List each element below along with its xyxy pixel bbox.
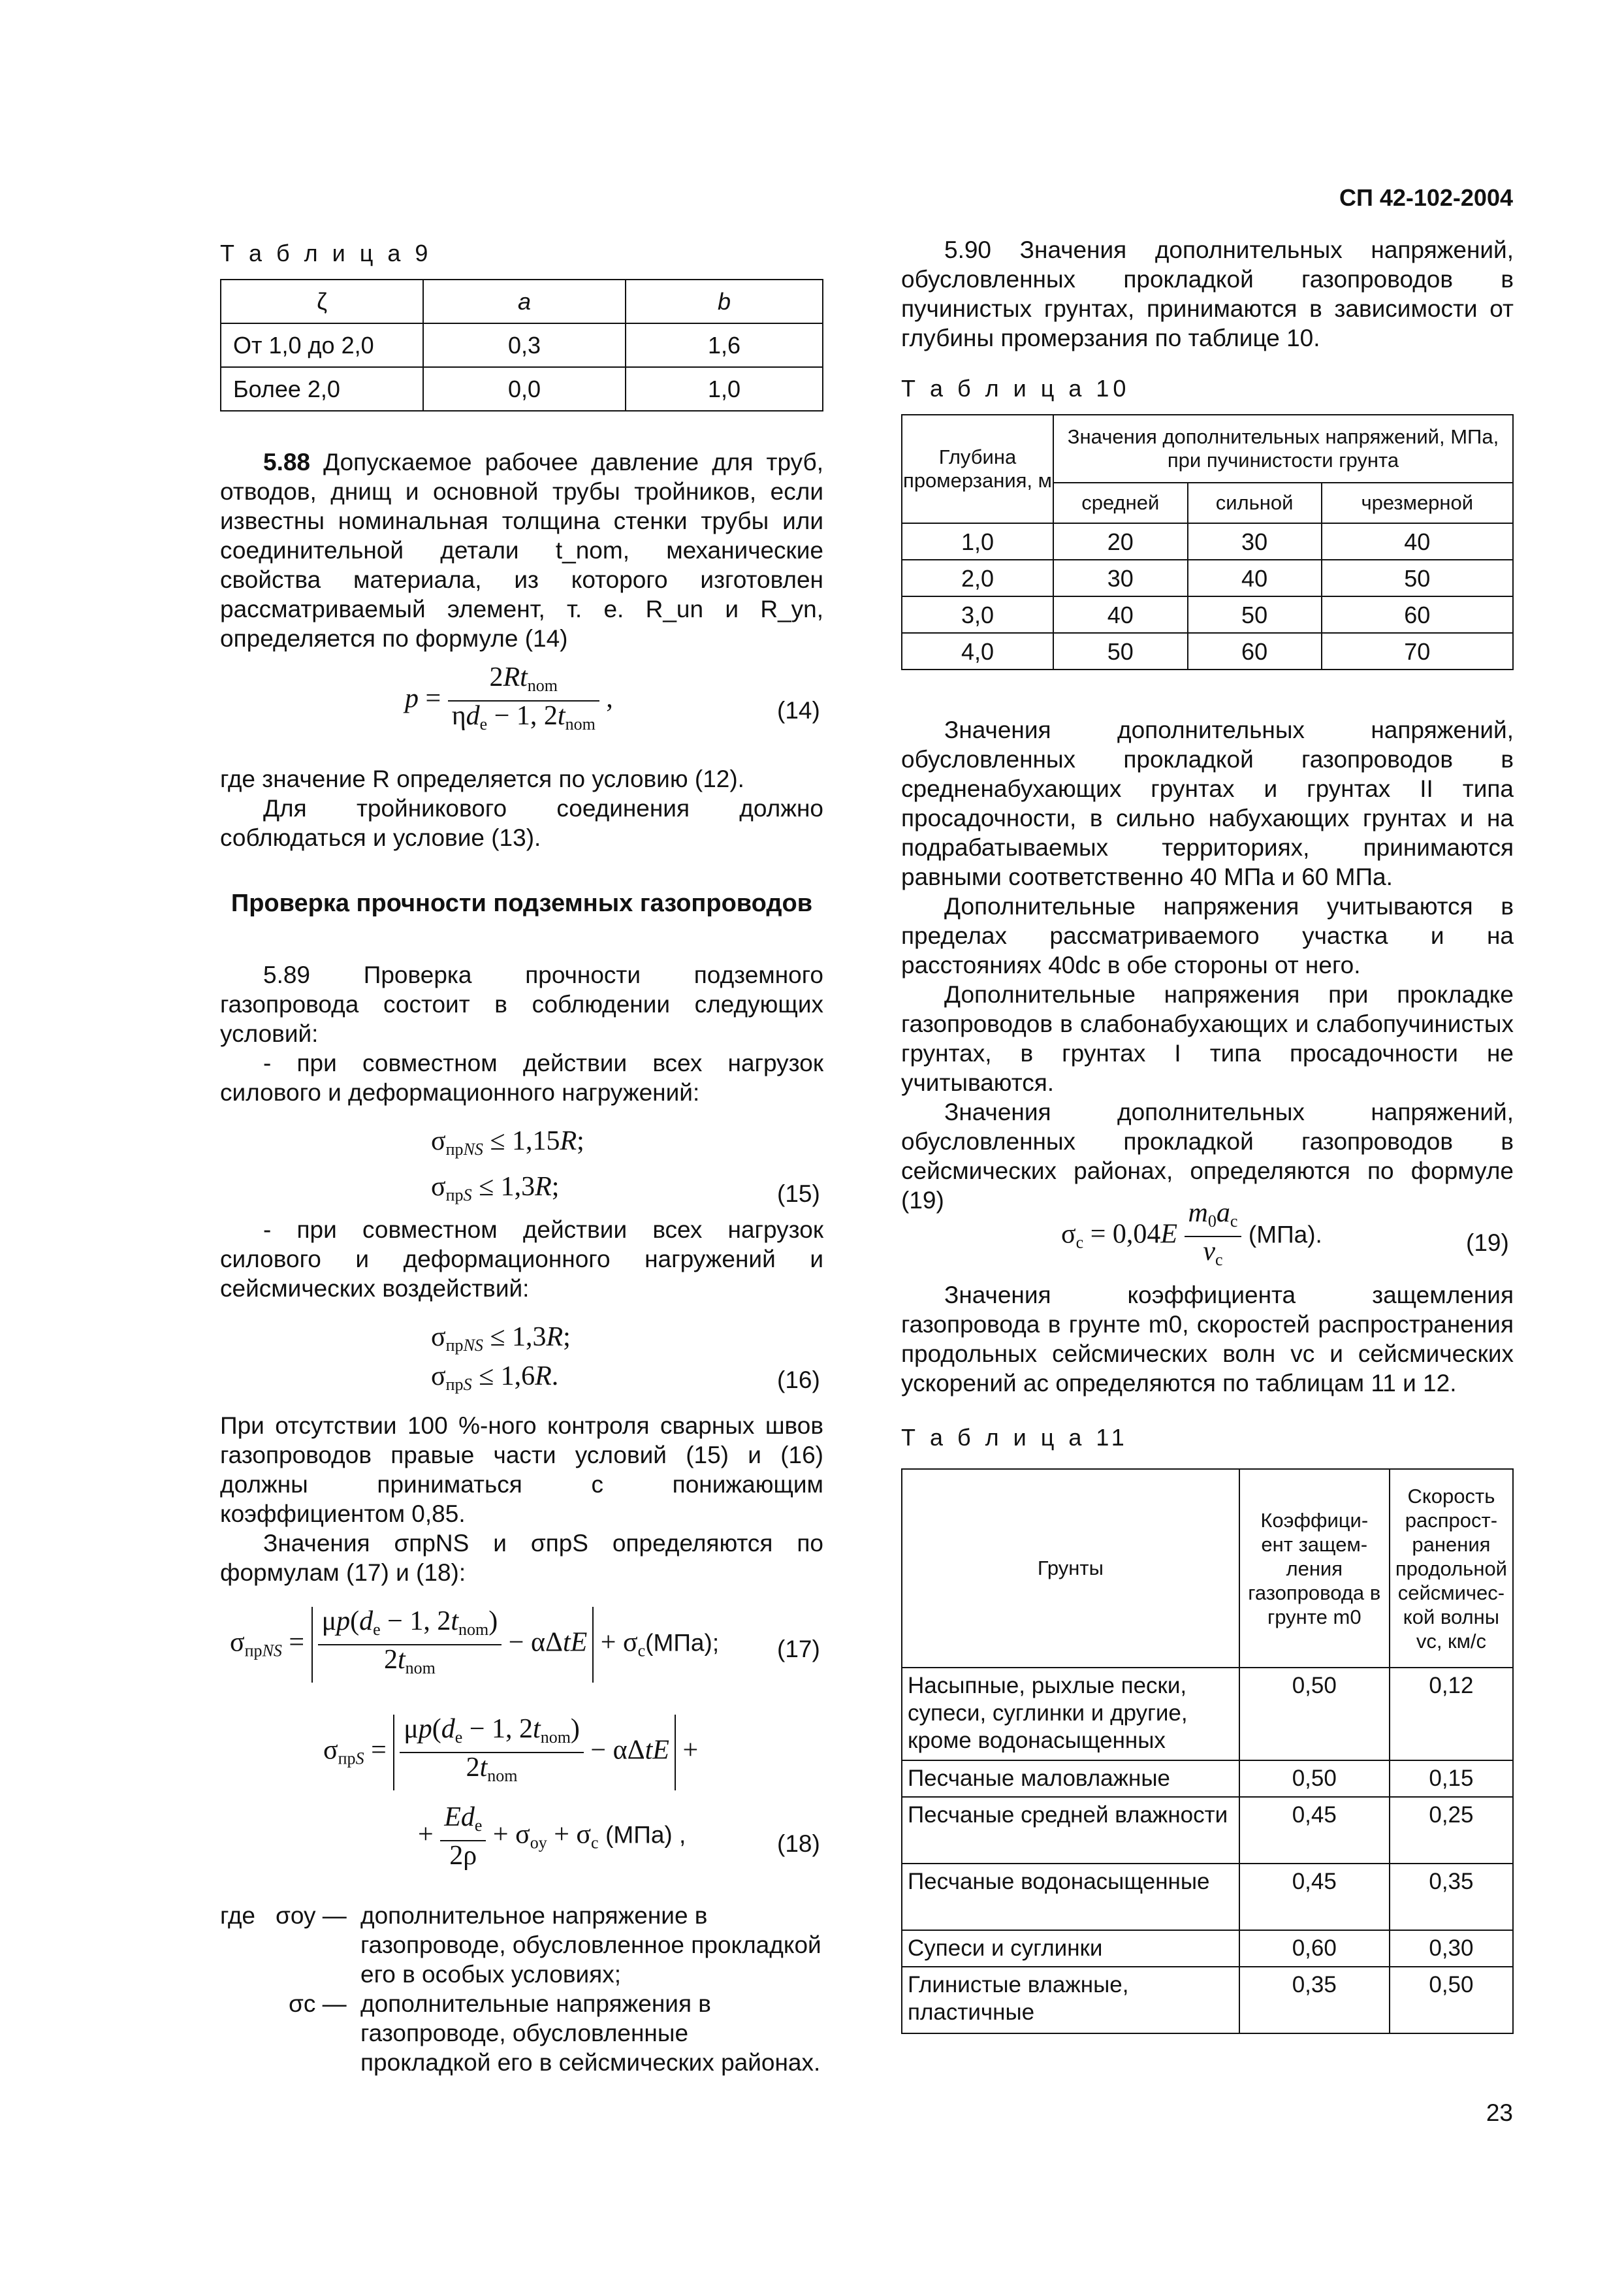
formula-18-number: (18) (777, 1830, 820, 1857)
formula-14: p = $\frac{2Rt_{nom}}{\eta d_e - 1, 2t_{nom}}$ , (405, 662, 613, 734)
paragraph-text: Проверка прочности подземного газопровода состоит в соблюдении следующих условий: (220, 961, 823, 1047)
document-header: СП 42-102-2004 (1339, 184, 1513, 211)
formula-19-unit: (МПа). (1248, 1221, 1322, 1248)
paragraph-5-89 (220, 960, 823, 1107)
table-cell: 0,45 (1239, 1864, 1390, 1930)
table11-header-cell: Грунты (902, 1469, 1239, 1668)
formula-14-number: (14) (777, 697, 820, 724)
table-row (221, 367, 823, 411)
paragraph-text: где значение R определяется по условию (12). (220, 766, 744, 792)
table10-subheader: сильной (1188, 483, 1322, 523)
paragraph-text: Дополнительные напряжения учитываются в пределах рассматриваемого участка и на расстояниях 40dс в обе стороны от него. (901, 893, 1514, 978)
table-cell: Песчаные маловлажные (902, 1760, 1239, 1797)
table10-header-row (902, 415, 1513, 483)
table-cell: 40 (1188, 560, 1322, 596)
table-cell: 0,30 (1390, 1930, 1513, 1967)
table10-caption: Т а б л и ц а 10 (901, 375, 1130, 402)
table-cell: 0,50 (1239, 1760, 1390, 1797)
unit-mpa: (МПа) (605, 1821, 673, 1849)
table10-header-group: Значения дополнительных напряжений, МПа, при пучинистости грунта (1053, 415, 1513, 483)
table-cell: 3,0 (902, 596, 1053, 633)
table-cell: 0,60 (1239, 1930, 1390, 1967)
table-row (902, 1967, 1513, 2033)
table-row (902, 1668, 1513, 1760)
table-row (902, 560, 1513, 596)
paragraph-5-90 (901, 235, 1514, 353)
condition-2: - при совместном действии всех нагрузок силового и деформационного нагружений и сейсмических воздействий: (220, 1216, 823, 1302)
table-cell: 50 (1188, 596, 1322, 633)
table-cell: 1,0 (902, 523, 1053, 560)
table-cell: 50 (1053, 633, 1188, 670)
table-cell: 30 (1053, 560, 1188, 596)
paragraph-text: Для тройникового соединения должно соблюдаться и условие (13). (220, 795, 823, 851)
formula-15a: $\sigma_{прNS} \le 1,15R$; (431, 1126, 584, 1159)
table10-header-depth: Глубина промерзания, м (902, 415, 1053, 523)
table11-header-cell: Коэффици-ент защем-ления газопровода в грунте m0 (1239, 1469, 1390, 1668)
table9 (220, 279, 823, 412)
paragraph-text: Значения σпрNS и σпрS определяются по формулам (17) и (18): (220, 1530, 823, 1586)
table10 (901, 414, 1514, 670)
paragraphs-additional-stress (901, 715, 1514, 1215)
table-cell: 60 (1188, 633, 1322, 670)
paragraph-text: Дополнительные напряжения при прокладке газопроводов в слабонабухающих и слабопучинистых грунтах, в грунтах I типа просадочности не учитываются. (901, 981, 1514, 1096)
table10-subheader: средней (1053, 483, 1188, 523)
table-cell: 0,35 (1239, 1967, 1390, 2033)
paragraph-where-r (220, 764, 823, 852)
formula-16a: $\sigma_{прNS} \le 1,3R$; (431, 1322, 571, 1355)
section-title: Проверка прочности подземных газопроводов (231, 890, 813, 917)
table-cell: От 1,0 до 2,0 (221, 323, 423, 367)
table-row (902, 596, 1513, 633)
paragraph-text: Значения дополнительных напряжений, обусловленных прокладкой газопроводов в сейсмических районах, определяются по формуле (19) (901, 1099, 1514, 1214)
formula-17: $\sigma_{прNS}$ = $\frac{\mu p(d_e - 1, 2t_{nom})}{2t_{nom}}$ − $\alpha\Delta tE + \sigma_c(МПа)$; (230, 1607, 719, 1683)
table-cell: 0,15 (1390, 1760, 1513, 1797)
formula-19: $\sigma_c = 0,04E$ $\frac{m_0a_c}{v_c}$ (МПа). (1061, 1198, 1322, 1269)
table-cell: 40 (1053, 596, 1188, 633)
table9-header-cell: b (626, 280, 823, 323)
def2-symbol: σс — (289, 1990, 347, 2017)
table-row (221, 323, 823, 367)
table-cell: 0,45 (1239, 1797, 1390, 1864)
formula-19-number: (19) (1466, 1229, 1509, 1256)
formula-17-number: (17) (777, 1636, 820, 1662)
table-cell: 0,50 (1239, 1668, 1390, 1760)
table-cell: 70 (1322, 633, 1513, 670)
table-cell: Песчаные водонасыщенные (902, 1864, 1239, 1930)
formula-16-number: (16) (777, 1366, 820, 1393)
def1-symbol: σоу — (276, 1902, 347, 1929)
formula-18a: $\sigma_{прS}$ = $\frac{\mu p(d_e - 1, 2t_{nom})}{2t_{nom}}$ − αΔtE + (323, 1715, 698, 1790)
table9-caption: Т а б л и ц а 9 (220, 240, 432, 267)
table-cell: 1,0 (626, 367, 823, 411)
table-row (902, 523, 1513, 560)
paragraph-5-88 (220, 447, 823, 653)
where-label: где (220, 1902, 256, 1929)
table9-header-cell: ζ (221, 280, 423, 323)
paragraph-condition-2 (220, 1215, 823, 1303)
table-row (902, 1797, 1513, 1864)
clause-number: 5.90 (944, 236, 992, 263)
formula-15b: $\sigma_{прS} \le 1,3R$; (431, 1172, 560, 1204)
table9-header-row (221, 280, 823, 323)
table-cell: 2,0 (902, 560, 1053, 596)
unit-mpa: (МПа) (645, 1629, 712, 1656)
table-row (902, 1760, 1513, 1797)
table10-subheader: чрезмерной (1322, 483, 1513, 523)
table-cell: Супеси и суглинки (902, 1930, 1239, 1967)
paragraph-text: Допускаемое рабочее давление для труб, отводов, днищ и основной трубы тройников, если известны номинальная толщина стенки трубы или соединительной детали t_nom, механические свойства материала, из которого изготовлен рассматриваемый элемент, т. е. R_un и R_yn, определяется по формуле (14) (220, 449, 824, 652)
formula-18b: + $\frac{Ed_e}{2\rho}$ + $\sigma_{oy} + \sigma_c$ (МПа) , (418, 1802, 686, 1871)
def1-text: дополнительное напряжение в газопроводе, обусловленное прокладкой его в особых условиях; (360, 1902, 821, 1988)
formula-16b: $\sigma_{прS} \le 1,6R$. (431, 1361, 559, 1394)
table-cell: 0,25 (1390, 1797, 1513, 1864)
table-cell: Глинистые влажные, пластичные (902, 1967, 1239, 2033)
table11-header-cell: Скорость распрост-ранения продольной сейсмичес-кой волны vс, км/с (1390, 1469, 1513, 1668)
table-row (902, 1864, 1513, 1930)
condition-1: - при совместном действии всех нагрузок силового и деформационного нагружений: (220, 1050, 823, 1106)
paragraph-text: Значения коэффициента защемления газопровода в грунте m0, скоростей распространения продольных сейсмических волн vс и сейсмических ускорений aс определяются по таблицам 11 и 12. (901, 1282, 1514, 1397)
clause-number: 5.89 (263, 961, 311, 988)
paragraph-control (220, 1411, 823, 1587)
paragraph-text: Значения дополнительных напряжений, обусловленных прокладкой газопроводов в средненабухающих грунтах и грунтах II типа просадочности, в сильно набухающих грунтах и на подрабатываемых территориях, принимаются равными соответственно 40 МПа и 60 МПа. (901, 717, 1514, 890)
table-row (902, 633, 1513, 670)
table-cell: Более 2,0 (221, 367, 423, 411)
table-cell: 0,50 (1390, 1967, 1513, 2033)
table-cell: 4,0 (902, 633, 1053, 670)
page-number: 23 (1486, 2099, 1513, 2126)
table-cell: Песчаные средней влажности (902, 1797, 1239, 1864)
table-cell: 0,12 (1390, 1668, 1513, 1760)
table-cell: 0,3 (423, 323, 626, 367)
clause-number: 5.88 (263, 449, 311, 476)
table-cell: 40 (1322, 523, 1513, 560)
table-cell: 1,6 (626, 323, 823, 367)
table11 (901, 1468, 1514, 2034)
table11-caption: Т а б л и ц а 11 (901, 1424, 1128, 1451)
table11-header-row (902, 1469, 1513, 1668)
table-cell: 60 (1322, 596, 1513, 633)
paragraph-coefficients (901, 1280, 1514, 1398)
table-cell: 30 (1188, 523, 1322, 560)
table-cell: 20 (1053, 523, 1188, 560)
table-cell: 0,35 (1390, 1864, 1513, 1930)
formula-15-number: (15) (777, 1180, 820, 1207)
table-row (902, 1930, 1513, 1967)
table-cell: 0,0 (423, 367, 626, 411)
table-cell: 50 (1322, 560, 1513, 596)
table9-header-cell: a (423, 280, 626, 323)
paragraph-text: При отсутствии 100 %-ного контроля сварных швов газопроводов правые части условий (15) и (16) должны приниматься с понижающим коэффициентом 0,85. (220, 1412, 823, 1527)
paragraph-text: Значения дополнительных напряжений, обусловленных прокладкой газопроводов в пучинистых грунтах, принимаются в зависимости от глубины промерзания по таблице 10. (901, 236, 1514, 351)
table-cell: Насыпные, рыхлые пески, супеси, суглинки и другие, кроме водонасыщенных (902, 1668, 1239, 1760)
def2-text: дополнительные напряжения в газопроводе, обусловленные прокладкой его в сейсмических районах. (360, 1990, 821, 2076)
